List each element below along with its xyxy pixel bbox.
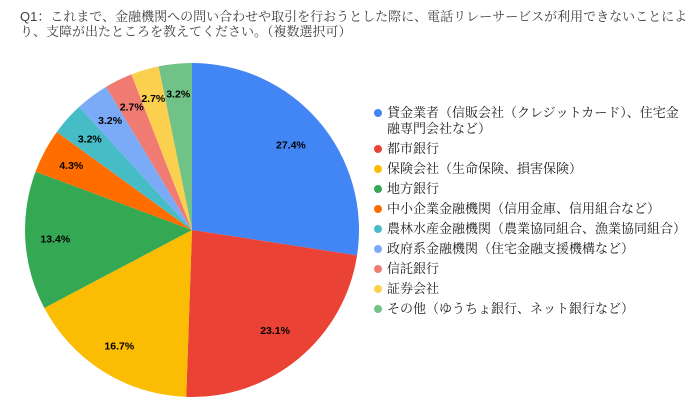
- pie-slice-1[interactable]: [186, 230, 357, 397]
- legend-item-label: 都市銀行: [387, 141, 440, 156]
- legend-color-dot-icon: [374, 265, 382, 273]
- legend-item-label: 農林水産金融機関（農業協同組合、漁業協同組合）: [387, 221, 687, 236]
- legend-color-dot-icon: [374, 109, 382, 117]
- slice-percent-label-4: 4.3%: [59, 159, 84, 172]
- legend-color-dot-icon: [374, 225, 382, 233]
- legend-color-dot-icon: [374, 285, 382, 293]
- legend-color-dot-icon: [374, 305, 382, 313]
- legend-item-label: 貸金業者（信販会社（クレジットカード）、住宅金融専門会社など）: [387, 105, 679, 136]
- slice-percent-label-0: 27.4%: [276, 139, 306, 152]
- legend-color-dot-icon: [374, 205, 382, 213]
- legend-item-label: 政府系金融機関（住宅金融支援機構など）: [387, 241, 635, 256]
- slice-percent-label-1: 23.1%: [260, 324, 290, 337]
- legend-color-dot-icon: [374, 245, 382, 253]
- legend-item-1: [374, 141, 690, 157]
- legend-item-7: [374, 261, 690, 277]
- chart-legend: [374, 105, 690, 317]
- legend-item-8: [374, 281, 690, 297]
- slice-percent-label-9: 3.2%: [166, 88, 191, 101]
- legend-item-label: 証券会社: [387, 281, 440, 296]
- chart-title: Q1：これまで、金融機関への問い合わせや取引を行おうとした際に、電話リレーサービスが利用できないことにより、支障が出たところを教えてください。（複数選択可）: [20, 9, 688, 39]
- slice-percent-label-5: 3.2%: [77, 133, 102, 146]
- slice-percent-label-7: 2.7%: [119, 101, 144, 114]
- legend-item-4: [374, 201, 690, 217]
- legend-item-9: [374, 301, 690, 317]
- slice-percent-label-6: 3.2%: [98, 114, 123, 127]
- slice-percent-label-3: 13.4%: [40, 233, 71, 246]
- legend-color-dot-icon: [374, 185, 382, 193]
- legend-item-label: その他（ゆうちょ銀行、ネット銀行など）: [387, 301, 635, 316]
- legend-item-label: 信託銀行: [387, 261, 440, 276]
- legend-item-label: 中小企業金融機関（信用金庫、信用組合など）: [387, 201, 661, 216]
- legend-item-label: 地方銀行: [387, 181, 440, 196]
- legend-color-dot-icon: [374, 165, 382, 173]
- slice-percent-label-8: 2.7%: [141, 93, 166, 106]
- slice-percent-label-2: 16.7%: [104, 340, 135, 353]
- legend-item-6: [374, 241, 690, 257]
- legend-item-0: [374, 105, 690, 137]
- legend-item-2: [374, 161, 690, 177]
- legend-item-3: [374, 181, 690, 197]
- legend-color-dot-icon: [374, 145, 382, 153]
- pie-slice-0[interactable]: [192, 63, 359, 255]
- legend-item-label: 保険会社（生命保険、損害保険）: [387, 161, 583, 176]
- legend-item-5: [374, 221, 690, 237]
